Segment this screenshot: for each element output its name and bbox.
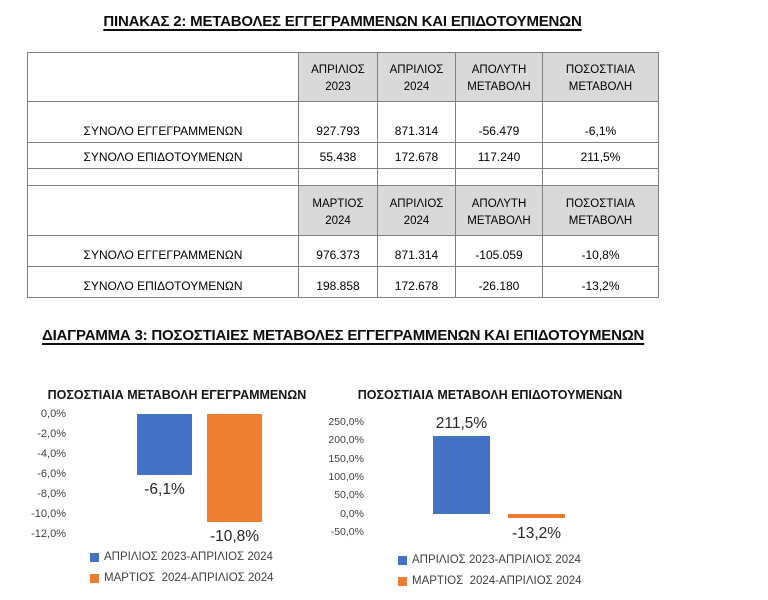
table-section-title: ΠΙΝΑΚΑΣ 2: ΜΕΤΑΒΟΛΕΣ ΕΓΓΕΓΡΑΜΜΕΝΩΝ ΚΑΙ ΕΠΙΔΟΤΟΥΜΕΝΩΝ [103, 13, 582, 30]
header-cell: ΑΠΟΛΥΤΗ ΜΕΤΑΒΟΛΗ [456, 53, 543, 102]
bar-data-label: 211,5% [435, 415, 488, 433]
spacer-cell [299, 169, 378, 186]
y-tick-label: -50,0% [330, 526, 364, 538]
bar-blue [433, 436, 490, 514]
spacer-cell [456, 169, 543, 186]
value-cell: 172.678 [378, 143, 456, 169]
bar-blue [137, 414, 192, 475]
header-cell: ΠΟΣΟΣΤΙΑΙΑ ΜΕΤΑΒΟΛΗ [543, 53, 659, 102]
value-cell: -56.479 [456, 102, 543, 143]
bar-data-label: -10,8% [209, 528, 260, 545]
header-cell: ΑΠΡΙΛΙΟΣ 2024 [378, 53, 456, 102]
y-tick-label: -2,0% [37, 428, 66, 440]
value-cell: 117.240 [456, 143, 543, 169]
y-tick-label: 100,0% [328, 471, 364, 483]
value-cell: -26.180 [456, 267, 543, 298]
row-label-cell: ΣΥΝΟΛΟ ΕΓΓΕΓΡΑΜΜΕΝΩΝ [28, 102, 299, 143]
header-cell: ΜΑΡΤΙΟΣ 2024 [299, 186, 378, 236]
y-tick-label: 150,0% [328, 452, 364, 465]
value-cell: -6,1% [543, 102, 659, 143]
row-label-cell: ΣΥΝΟΛΟ ΕΠΙΔΟΤΟΥΜΕΝΩΝ [28, 267, 299, 298]
table-row [28, 102, 659, 143]
chart-title: ΠΟΣΟΣΤΙΑΙΑ ΜΕΤΑΒΟΛΗ ΕΓΕΓΡΑΜΜΕΝΩΝ [47, 388, 307, 402]
y-tick-label: 200,0% [328, 434, 364, 447]
value-cell: 55.438 [299, 143, 378, 169]
table-row [28, 143, 659, 169]
legend-swatch [398, 577, 407, 586]
bar-data-label: -13,2% [511, 524, 562, 542]
header-cell-blank [28, 53, 299, 102]
chart-subsidized-change [330, 386, 642, 600]
legend-swatch [90, 553, 99, 562]
value-cell: 976.373 [299, 236, 378, 267]
bar-orange [207, 414, 262, 522]
y-tick-label: 0,0% [340, 507, 364, 520]
legend-label: ΜΑΡΤΙΟΣ 2024-ΑΠΡΙΛΙΟΣ 2024 [104, 572, 274, 584]
legend-label: ΑΠΡΙΛΙΟΣ 2023-ΑΠΡΙΛΙΟΣ 2024 [104, 551, 273, 563]
header-cell: ΠΟΣΟΣΤΙΑΙΑ ΜΕΤΑΒΟΛΗ [543, 186, 659, 236]
value-cell: 871.314 [378, 102, 456, 143]
table-header-row-1 [28, 53, 659, 102]
row-label-cell: ΣΥΝΟΛΟ ΕΠΙΔΟΤΟΥΜΕΝΩΝ [28, 143, 299, 169]
spacer-cell [28, 169, 299, 186]
y-tick-label: -12,0% [31, 528, 66, 540]
value-cell: -10,8% [543, 236, 659, 267]
spacer-cell [378, 169, 456, 186]
y-tick-label: 50,0% [334, 489, 364, 502]
y-tick-label: 0,0% [40, 408, 66, 420]
value-cell: 172.678 [378, 267, 456, 298]
header-cell: ΑΠΡΙΛΙΟΣ 2024 [378, 186, 456, 236]
header-cell: ΑΠΡΙΛΙΟΣ 2023 [299, 53, 378, 102]
header-cell: ΑΠΟΛΥΤΗ ΜΕΤΑΒΟΛΗ [456, 186, 543, 236]
value-cell: 927.793 [299, 102, 378, 143]
table-header-row-2 [28, 186, 659, 236]
spacer-row [28, 169, 659, 186]
value-cell: 198.858 [299, 267, 378, 298]
table-row [28, 236, 659, 267]
chart-section-title: ΔΙΑΓΡΑΜΜΑ 3: ΠΟΣΟΣΤΙΑΙΕΣ ΜΕΤΑΒΟΛΕΣ ΕΓΓΕΓΡΑΜΜΕΝΩΝ ΚΑΙ ΕΠΙΔΟΤΟΥΜΕΝΩΝ [42, 327, 645, 344]
y-tick-label: -4,0% [37, 448, 66, 460]
row-label-cell: ΣΥΝΟΛΟ ΕΓΓΕΓΡΑΜΜΕΝΩΝ [28, 236, 299, 267]
spacer-cell [543, 169, 659, 186]
bar-orange [508, 514, 565, 519]
legend-swatch [90, 574, 99, 583]
value-cell: -13,2% [543, 267, 659, 298]
y-tick-label: -8,0% [37, 488, 66, 500]
legend-label: ΜΑΡΤΙΟΣ 2024-ΑΠΡΙΛΙΟΣ 2024 [412, 575, 582, 587]
y-tick-label: -6,0% [37, 468, 66, 480]
y-tick-label: 250,0% [328, 416, 364, 428]
bar-data-label: -6,1% [144, 481, 185, 498]
header-cell-blank [28, 186, 299, 236]
legend-label: ΑΠΡΙΛΙΟΣ 2023-ΑΠΡΙΛΙΟΣ 2024 [412, 554, 581, 566]
y-tick-label: -10,0% [31, 508, 66, 520]
legend-swatch [398, 556, 407, 565]
table-row [28, 267, 659, 298]
chart-title: ΠΟΣΟΣΤΙΑΙΑ ΜΕΤΑΒΟΛΗ ΕΠΙΔΟΤΟΥΜΕΝΩΝ [357, 388, 623, 402]
metrics-table [27, 52, 659, 298]
chart-registered-change [20, 386, 312, 600]
value-cell: -105.059 [456, 236, 543, 267]
value-cell: 871.314 [378, 236, 456, 267]
value-cell: 211,5% [543, 143, 659, 169]
